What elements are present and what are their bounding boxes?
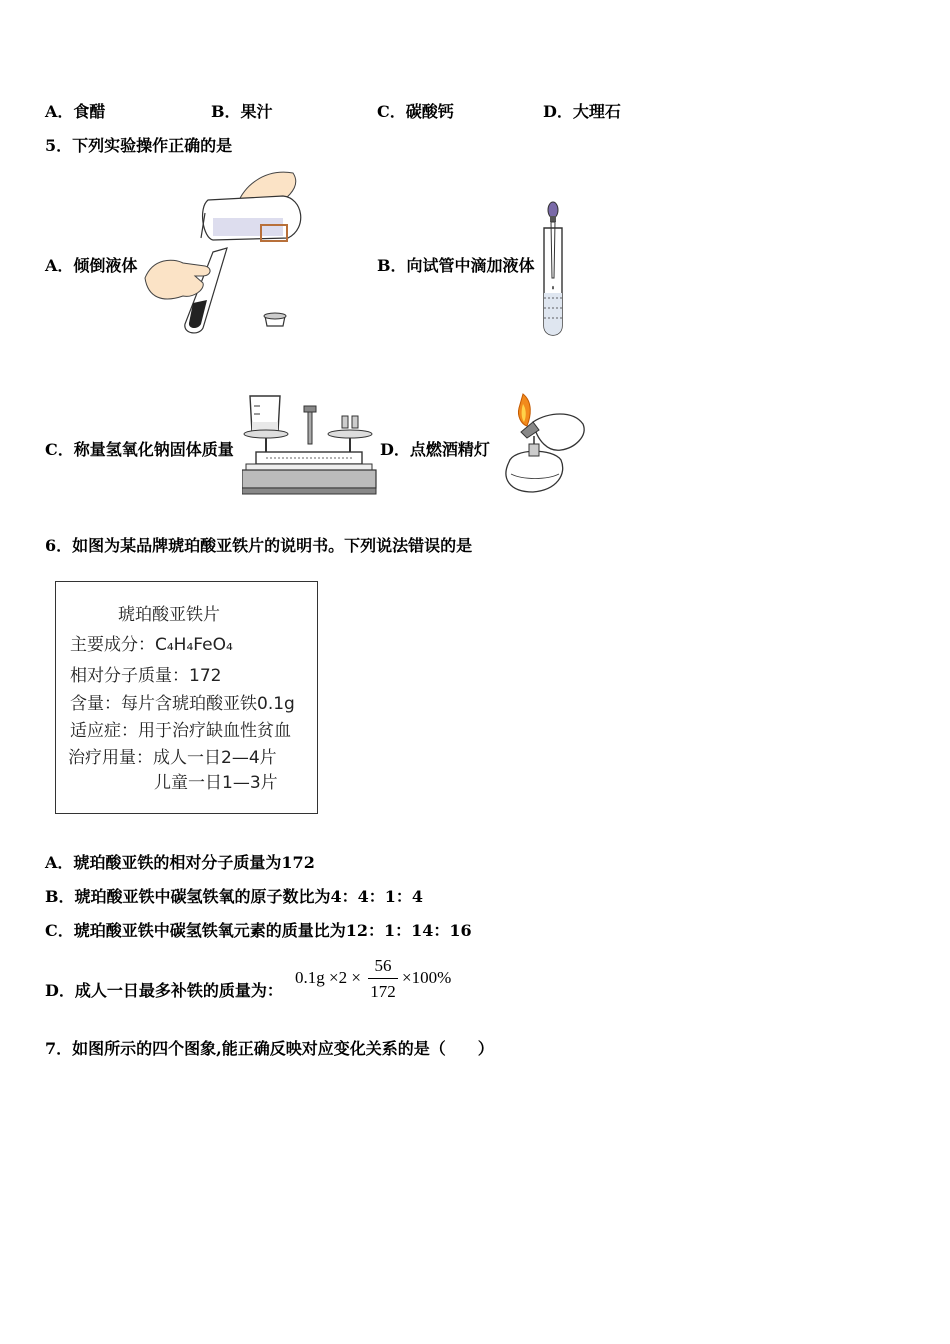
option-letter: B．	[45, 887, 75, 906]
option-letter: B．	[211, 102, 241, 121]
q4-option-c	[377, 102, 454, 122]
option-text: 倾倒液体	[73, 256, 138, 275]
option-letter: A．	[45, 256, 74, 275]
option-letter: C．	[45, 921, 74, 940]
medicine-label-title: 琥珀酸亚铁片	[118, 605, 220, 625]
fraction-bar	[368, 978, 398, 979]
medicine-label-ingredient: 主要成分：C₄H₄FeO₄	[70, 635, 233, 655]
medicine-label-content: 含量：每片含琥珀酸亚铁0.1g	[70, 694, 295, 714]
option-text: 碳酸钙	[405, 102, 454, 121]
option-letter: D．	[45, 981, 75, 1000]
option-letter: D．	[543, 102, 573, 121]
formula-numerator: 56	[374, 956, 392, 975]
q6-option-c	[45, 921, 472, 941]
q5-option-c	[45, 440, 234, 460]
option-letter: B．	[377, 256, 407, 275]
option-text: 琥珀酸亚铁中碳氢铁氧的原子数比为4：4：1：4	[74, 887, 424, 906]
balance-scale-figure	[242, 394, 378, 496]
q6-option-b	[45, 887, 423, 907]
option-text: 琥珀酸亚铁中碳氢铁氧元素的质量比为12：1：14：16	[73, 921, 472, 940]
dropper-test-tube-figure	[538, 198, 568, 340]
alcohol-lamp-figure	[493, 392, 589, 496]
q5-option-d	[380, 440, 490, 460]
medicine-label	[55, 581, 318, 814]
q4-option-b	[211, 102, 273, 122]
pouring-liquid-figure	[143, 168, 313, 336]
option-letter: D．	[380, 440, 410, 459]
medicine-label-indication: 适应症：用于治疗缺血性贫血	[70, 721, 291, 741]
option-text: 点燃酒精灯	[409, 440, 490, 459]
formula-suffix: ×100%	[402, 968, 452, 987]
q4-option-d	[543, 102, 621, 122]
option-letter: A．	[45, 102, 74, 121]
option-text: 大理石	[572, 102, 621, 121]
q6-option-d	[45, 981, 283, 1001]
option-letter: C．	[377, 102, 406, 121]
q5-option-a	[45, 256, 137, 276]
option-text: 称量氢氧化钠固体质量	[73, 440, 234, 459]
q5-stem: 5．下列实验操作正确的是	[45, 136, 233, 155]
medicine-label-molar-mass: 相对分子质量：172	[70, 666, 222, 686]
option-text: 向试管中滴加液体	[406, 256, 535, 275]
q5-option-b	[377, 256, 535, 276]
q6-option-a	[45, 853, 315, 873]
formula-prefix: 0.1g ×2 ×	[295, 968, 361, 987]
q7-stem: 7．如图所示的四个图象,能正确反映对应变化关系的是（ ）	[45, 1039, 494, 1058]
medicine-label-dosage-child: 儿童一日1—3片	[154, 773, 278, 793]
formula-denominator: 172	[370, 982, 396, 1001]
option-text: 琥珀酸亚铁的相对分子质量为172	[73, 853, 315, 872]
option-letter: A．	[45, 853, 74, 872]
option-text: 食醋	[73, 102, 106, 121]
q4-option-a	[45, 102, 105, 122]
option-text: 果汁	[240, 102, 273, 121]
option-text: 成人一日最多补铁的质量为：	[74, 981, 283, 1000]
medicine-label-dosage-adult: 治疗用量：成人一日2—4片	[68, 748, 277, 768]
option-letter: C．	[45, 440, 74, 459]
q6-stem: 6．如图为某品牌琥珀酸亚铁片的说明书。下列说法错误的是	[45, 536, 473, 555]
